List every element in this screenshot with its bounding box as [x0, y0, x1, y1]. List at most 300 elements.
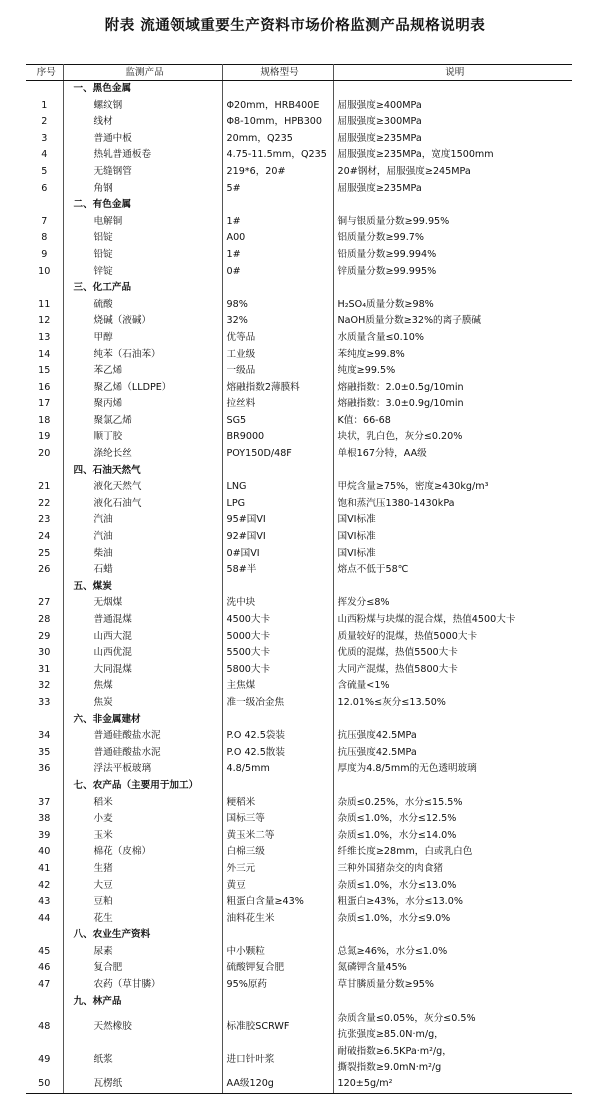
row-product: 线材 [63, 114, 222, 131]
row-number: 4 [26, 147, 63, 164]
row-desc: 120±5g/m² [333, 1076, 572, 1093]
row-number: 2 [26, 114, 63, 131]
row-spec: POY150D/48F [222, 446, 333, 463]
row-desc: H₂SO₄质量分数≥98% [337, 298, 434, 310]
row-product: 普通硅酸盐水泥 [63, 745, 222, 762]
row-number: 20 [26, 446, 63, 463]
row-spec: 95%原药 [222, 977, 333, 994]
row-product: 涤纶长丝 [63, 446, 222, 463]
table-row [26, 894, 572, 911]
row-number: 30 [26, 645, 63, 662]
row-product: 锌锭 [63, 264, 222, 281]
row-desc: K值：66-68 [337, 414, 391, 426]
row-desc [333, 1043, 572, 1076]
row-desc: 杂质≤0.25%，水分≤15.5% [337, 796, 463, 808]
row-spec: 粗蛋白含量≥43% [222, 894, 333, 911]
table-row [26, 645, 572, 662]
row-desc: 国VI标准 [337, 531, 376, 543]
row-desc: 国VI标准 [337, 547, 376, 559]
row-number [26, 778, 63, 795]
row-spec [222, 994, 333, 1011]
row-number: 22 [26, 496, 63, 513]
table-row [26, 529, 572, 546]
row-spec: 优等品 [222, 330, 333, 347]
row-number: 10 [26, 264, 63, 281]
header-spec: 规格型号 [222, 65, 333, 81]
row-desc: 杂质≤1.0%，水分≤14.0% [337, 829, 457, 841]
row-product: 热轧普通板卷 [63, 147, 222, 164]
table-row [26, 396, 572, 413]
row-desc-line-2: 抗张强度≥85.0N·m/g， [337, 1028, 444, 1040]
table-row [26, 446, 572, 463]
row-desc: 氮磷钾含量45% [337, 962, 407, 974]
header-desc: 说明 [333, 65, 572, 81]
row-desc [333, 280, 572, 297]
row-number: 34 [26, 728, 63, 745]
row-spec: 拉丝料 [222, 396, 333, 413]
row-spec [222, 778, 333, 795]
row-product: 天然橡胶 [63, 1010, 222, 1043]
row-desc [333, 712, 572, 729]
row-spec: 洗中块 [222, 595, 333, 612]
row-number: 26 [26, 562, 63, 579]
row-product: 硫酸 [63, 297, 222, 314]
row-spec: LNG [222, 479, 333, 496]
table-header-row [26, 65, 572, 81]
row-number: 33 [26, 695, 63, 712]
table-row [26, 861, 572, 878]
header-product: 监测产品 [63, 65, 222, 81]
row-desc [333, 927, 572, 944]
row-spec: BR9000 [222, 429, 333, 446]
row-desc: 杂质≤1.0%，水分≤9.0% [337, 912, 451, 924]
row-spec: Φ20mm，HRB400E [222, 98, 333, 115]
row-desc: 杂质≤1.0%，水分≤12.5% [337, 813, 457, 825]
row-spec: 4.75-11.5mm，Q235 [222, 147, 333, 164]
row-spec: 1# [222, 247, 333, 264]
row-product: 焦煤 [63, 678, 222, 695]
row-number [26, 579, 63, 596]
table-row [26, 728, 572, 745]
table-row [26, 612, 572, 629]
row-product: 苯乙烯 [63, 363, 222, 380]
row-spec: Φ8-10mm，HPB300 [222, 114, 333, 131]
row-desc: 铅质量分数≥99.994% [337, 248, 437, 260]
row-desc-line-2: 撕裂指数≥9.0mN·m²/g [337, 1061, 442, 1073]
row-desc: 屈服强度≥235MPa [337, 132, 422, 144]
category-name: 三、化工产品 [63, 280, 222, 297]
row-desc: 厚度为4.8/5mm的无色透明玻璃 [337, 763, 477, 775]
row-desc [333, 778, 572, 795]
row-product: 普通混煤 [63, 612, 222, 629]
row-number: 24 [26, 529, 63, 546]
category-name: 一、黑色金属 [63, 81, 222, 98]
row-desc: 20#钢材，屈服强度≥245MPa [337, 165, 471, 177]
category-row [26, 81, 572, 98]
row-desc-line: 耐破指数≥6.5KPa·m²/g， [337, 1045, 452, 1057]
row-desc: 饱和蒸汽压1380-1430kPa [337, 497, 455, 509]
row-product: 角钢 [63, 181, 222, 198]
category-name: 九、林产品 [63, 994, 222, 1011]
row-spec: 进口针叶浆 [222, 1043, 333, 1076]
row-product: 棉花（皮棉） [63, 844, 222, 861]
header-no: 序号 [26, 65, 63, 81]
row-product: 普通中板 [63, 131, 222, 148]
row-number [26, 197, 63, 214]
category-row [26, 579, 572, 596]
row-number: 48 [26, 1010, 63, 1043]
row-desc: 铜与银质量分数≥99.95% [337, 215, 450, 227]
table-row [26, 247, 572, 264]
row-desc: 单根167分特，AA级 [337, 448, 427, 460]
row-desc: NaOH质量分数≥32%的离子膜碱 [337, 315, 482, 327]
table-row [26, 695, 572, 712]
row-number: 25 [26, 546, 63, 563]
row-number: 38 [26, 811, 63, 828]
table-row [26, 347, 572, 364]
table-row [26, 1043, 572, 1076]
row-desc: 挥发分≤8% [337, 597, 390, 609]
row-spec: 5# [222, 181, 333, 198]
category-name: 六、非金属建材 [63, 712, 222, 729]
table-row [26, 1010, 572, 1043]
row-product: 焦炭 [63, 695, 222, 712]
row-spec: 0# [222, 264, 333, 281]
row-spec: AA级120g [222, 1076, 333, 1093]
row-product: 花生 [63, 911, 222, 928]
category-name: 五、煤炭 [63, 579, 222, 596]
row-number: 6 [26, 181, 63, 198]
category-row [26, 994, 572, 1011]
row-number: 19 [26, 429, 63, 446]
table-row [26, 330, 572, 347]
table-row [26, 629, 572, 646]
row-desc-line: 杂质含量≤0.05%，灰分≤0.5% [337, 1012, 476, 1024]
row-spec: P.O 42.5袋装 [222, 728, 333, 745]
category-row [26, 778, 572, 795]
row-product: 尿素 [63, 944, 222, 961]
row-spec: 国标三等 [222, 811, 333, 828]
row-product: 豆粕 [63, 894, 222, 911]
row-number: 50 [26, 1076, 63, 1093]
row-desc: 粗蛋白≥43%，水分≤13.0% [337, 896, 463, 908]
row-desc: 总氮≥46%，水分≤1.0% [337, 945, 448, 957]
row-spec: SG5 [222, 413, 333, 430]
row-desc: 大同产混煤，热值5800大卡 [337, 663, 458, 675]
table-row [26, 214, 572, 231]
table-row [26, 363, 572, 380]
row-spec: 5500大卡 [222, 645, 333, 662]
row-number: 18 [26, 413, 63, 430]
row-desc: 熔融指数：2.0±0.5g/10min [337, 381, 464, 393]
row-desc: 含硫量<1% [337, 680, 390, 692]
row-spec: 油料花生米 [222, 911, 333, 928]
row-spec: 熔融指数2薄膜料 [222, 380, 333, 397]
row-spec: 黄豆 [222, 878, 333, 895]
row-spec: 4500大卡 [222, 612, 333, 629]
table-row [26, 413, 572, 430]
row-number: 46 [26, 960, 63, 977]
row-product: 顺丁胶 [63, 429, 222, 446]
row-product: 聚乙烯（LLDPE） [63, 380, 222, 397]
table-row [26, 147, 572, 164]
row-product: 浮法平板玻璃 [63, 761, 222, 778]
row-desc [333, 81, 572, 98]
table-row [26, 911, 572, 928]
row-spec: 20mm，Q235 [222, 131, 333, 148]
row-product: 甲醇 [63, 330, 222, 347]
row-number: 15 [26, 363, 63, 380]
row-spec: 5800大卡 [222, 662, 333, 679]
row-product: 螺纹钢 [63, 98, 222, 115]
table-row [26, 811, 572, 828]
row-spec: 标准胶SCRWF [222, 1010, 333, 1043]
row-number: 8 [26, 230, 63, 247]
row-spec: 5000大卡 [222, 629, 333, 646]
row-spec: 92#国VI [222, 529, 333, 546]
row-product: 普通硅酸盐水泥 [63, 728, 222, 745]
row-product: 生猪 [63, 861, 222, 878]
row-desc: 纤维长度≥28mm，白或乳白色 [337, 846, 473, 858]
row-desc: 抗压强度42.5MPa [337, 730, 417, 742]
row-product: 柴油 [63, 546, 222, 563]
row-number: 31 [26, 662, 63, 679]
table-row [26, 98, 572, 115]
row-product: 汽油 [63, 512, 222, 529]
table-row [26, 595, 572, 612]
row-spec: 外三元 [222, 861, 333, 878]
table-row [26, 429, 572, 446]
row-desc: 纯度≥99.5% [337, 365, 396, 377]
row-desc: 水质量含量≤0.10% [337, 331, 424, 343]
table-row [26, 795, 572, 812]
row-spec: 粳稻米 [222, 795, 333, 812]
row-number: 14 [26, 347, 63, 364]
row-spec: 98% [222, 297, 333, 314]
row-number: 1 [26, 98, 63, 115]
category-row [26, 463, 572, 480]
category-name: 七、农产品（主要用于加工） [63, 778, 222, 795]
table-row [26, 297, 572, 314]
row-desc: 山西粉煤与块煤的混合煤，热值4500大卡 [337, 614, 516, 625]
row-number: 17 [26, 396, 63, 413]
table-row [26, 977, 572, 994]
row-product: 铝锭 [63, 230, 222, 247]
row-spec [222, 463, 333, 480]
row-spec: 58#半 [222, 562, 333, 579]
table-body [26, 81, 572, 1094]
row-product: 石蜡 [63, 562, 222, 579]
row-spec: A00 [222, 230, 333, 247]
category-row [26, 197, 572, 214]
row-number: 42 [26, 878, 63, 895]
row-product: 聚氯乙烯 [63, 413, 222, 430]
row-desc: 苯纯度≥99.8% [337, 348, 405, 360]
row-desc: 熔点不低于58℃ [337, 564, 409, 576]
row-spec: 硫酸钾复合肥 [222, 960, 333, 977]
row-number: 27 [26, 595, 63, 612]
row-number: 49 [26, 1043, 63, 1076]
row-number [26, 994, 63, 1011]
row-spec [222, 197, 333, 214]
row-spec [222, 280, 333, 297]
row-number: 45 [26, 944, 63, 961]
row-spec: 主焦煤 [222, 678, 333, 695]
row-desc: 杂质≤1.0%，水分≤13.0% [337, 879, 457, 891]
row-product: 烧碱（液碱） [63, 313, 222, 330]
row-number: 37 [26, 795, 63, 812]
table-row [26, 114, 572, 131]
row-spec: 一级品 [222, 363, 333, 380]
table-row [26, 562, 572, 579]
row-number: 11 [26, 297, 63, 314]
row-product: 无缝钢管 [63, 164, 222, 181]
row-desc [333, 197, 572, 214]
row-spec: 1# [222, 214, 333, 231]
table-row [26, 380, 572, 397]
table-row [26, 479, 572, 496]
row-product: 聚丙烯 [63, 396, 222, 413]
row-spec: 219*6，20# [222, 164, 333, 181]
row-spec: 95#国VI [222, 512, 333, 529]
row-number: 12 [26, 313, 63, 330]
row-spec [222, 81, 333, 98]
row-number: 47 [26, 977, 63, 994]
row-product: 铅锭 [63, 247, 222, 264]
row-spec: 中小颗粒 [222, 944, 333, 961]
row-product: 纸浆 [63, 1043, 222, 1076]
row-number: 21 [26, 479, 63, 496]
table-row [26, 181, 572, 198]
table-row [26, 1076, 572, 1093]
category-row [26, 927, 572, 944]
row-spec [222, 712, 333, 729]
row-spec: LPG [222, 496, 333, 513]
row-number: 5 [26, 164, 63, 181]
row-number [26, 927, 63, 944]
row-spec: 0#国VI [222, 546, 333, 563]
row-product: 山西大混 [63, 629, 222, 646]
row-number [26, 81, 63, 98]
row-spec [222, 927, 333, 944]
category-name: 八、农业生产资料 [63, 927, 222, 944]
row-product: 汽油 [63, 529, 222, 546]
category-name: 四、石油天然气 [63, 463, 222, 480]
row-desc: 块状，乳白色，灰分≤0.20% [337, 431, 463, 443]
category-row [26, 712, 572, 729]
row-number: 28 [26, 612, 63, 629]
row-desc [333, 463, 572, 480]
row-product: 液化天然气 [63, 479, 222, 496]
row-desc: 甲烷含量≥75%，密度≥430kg/m³ [337, 481, 489, 493]
row-desc: 屈服强度≥235MPa，宽度1500mm [337, 149, 494, 161]
row-desc: 三种外国猪杂交的肉食猪 [337, 862, 444, 874]
row-product: 电解铜 [63, 214, 222, 231]
row-number: 40 [26, 844, 63, 861]
row-desc: 质量较好的混煤，热值5000大卡 [337, 630, 478, 642]
row-desc [333, 1010, 572, 1043]
table-row [26, 745, 572, 762]
row-product: 无烟煤 [63, 595, 222, 612]
row-number: 16 [26, 380, 63, 397]
row-desc: 国VI标准 [337, 514, 376, 526]
row-spec [222, 579, 333, 596]
table-row [26, 878, 572, 895]
table-row [26, 313, 572, 330]
row-number: 32 [26, 678, 63, 695]
row-desc: 优质的混煤，热值5500大卡 [337, 647, 458, 659]
table-row [26, 678, 572, 695]
row-product: 复合肥 [63, 960, 222, 977]
row-number: 29 [26, 629, 63, 646]
table-row [26, 828, 572, 845]
table-row [26, 546, 572, 563]
row-product: 瓦楞纸 [63, 1076, 222, 1093]
row-desc: 草甘膦质量分数≥95% [337, 979, 435, 991]
row-spec: 32% [222, 313, 333, 330]
row-desc: 熔融指数：3.0±0.9g/10min [337, 398, 464, 410]
row-number: 3 [26, 131, 63, 148]
row-product: 纯苯（石油苯） [63, 347, 222, 364]
row-number: 13 [26, 330, 63, 347]
row-number: 9 [26, 247, 63, 264]
row-desc: 12.01%≤灰分≤13.50% [337, 696, 446, 708]
row-desc: 屈服强度≥400MPa [337, 99, 422, 111]
row-number: 41 [26, 861, 63, 878]
row-number: 7 [26, 214, 63, 231]
row-spec: 白棉三级 [222, 844, 333, 861]
table-row [26, 131, 572, 148]
row-number: 23 [26, 512, 63, 529]
row-desc [333, 579, 572, 596]
row-desc: 锌质量分数≥99.995% [337, 265, 437, 277]
table-row [26, 960, 572, 977]
row-product: 小麦 [63, 811, 222, 828]
row-spec: P.O 42.5散装 [222, 745, 333, 762]
row-desc: 抗压强度42.5MPa [337, 746, 417, 758]
table-row [26, 512, 572, 529]
row-number: 35 [26, 745, 63, 762]
row-product: 大同混煤 [63, 662, 222, 679]
row-number: 36 [26, 761, 63, 778]
row-desc: 铝质量分数≥99.7% [337, 232, 424, 244]
row-product: 大豆 [63, 878, 222, 895]
row-number [26, 463, 63, 480]
table-row [26, 844, 572, 861]
row-number: 39 [26, 828, 63, 845]
row-spec: 准一级冶金焦 [222, 695, 333, 712]
table-row [26, 662, 572, 679]
spec-table [26, 64, 572, 1094]
row-product: 农药（草甘膦） [63, 977, 222, 994]
table-row [26, 164, 572, 181]
table-row [26, 496, 572, 513]
table-row [26, 944, 572, 961]
row-spec: 4.8/5mm [222, 761, 333, 778]
category-name: 二、有色金属 [63, 197, 222, 214]
row-number: 44 [26, 911, 63, 928]
row-desc [333, 994, 572, 1011]
document-title: 附表 流通领域重要生产资料市场价格监测产品规格说明表 [104, 18, 486, 34]
row-number [26, 280, 63, 297]
table-row [26, 761, 572, 778]
row-product: 玉米 [63, 828, 222, 845]
row-product: 液化石油气 [63, 496, 222, 513]
row-desc: 屈服强度≥300MPa [337, 116, 422, 128]
row-spec: 黄玉米二等 [222, 828, 333, 845]
category-row [26, 280, 572, 297]
table-row [26, 230, 572, 247]
